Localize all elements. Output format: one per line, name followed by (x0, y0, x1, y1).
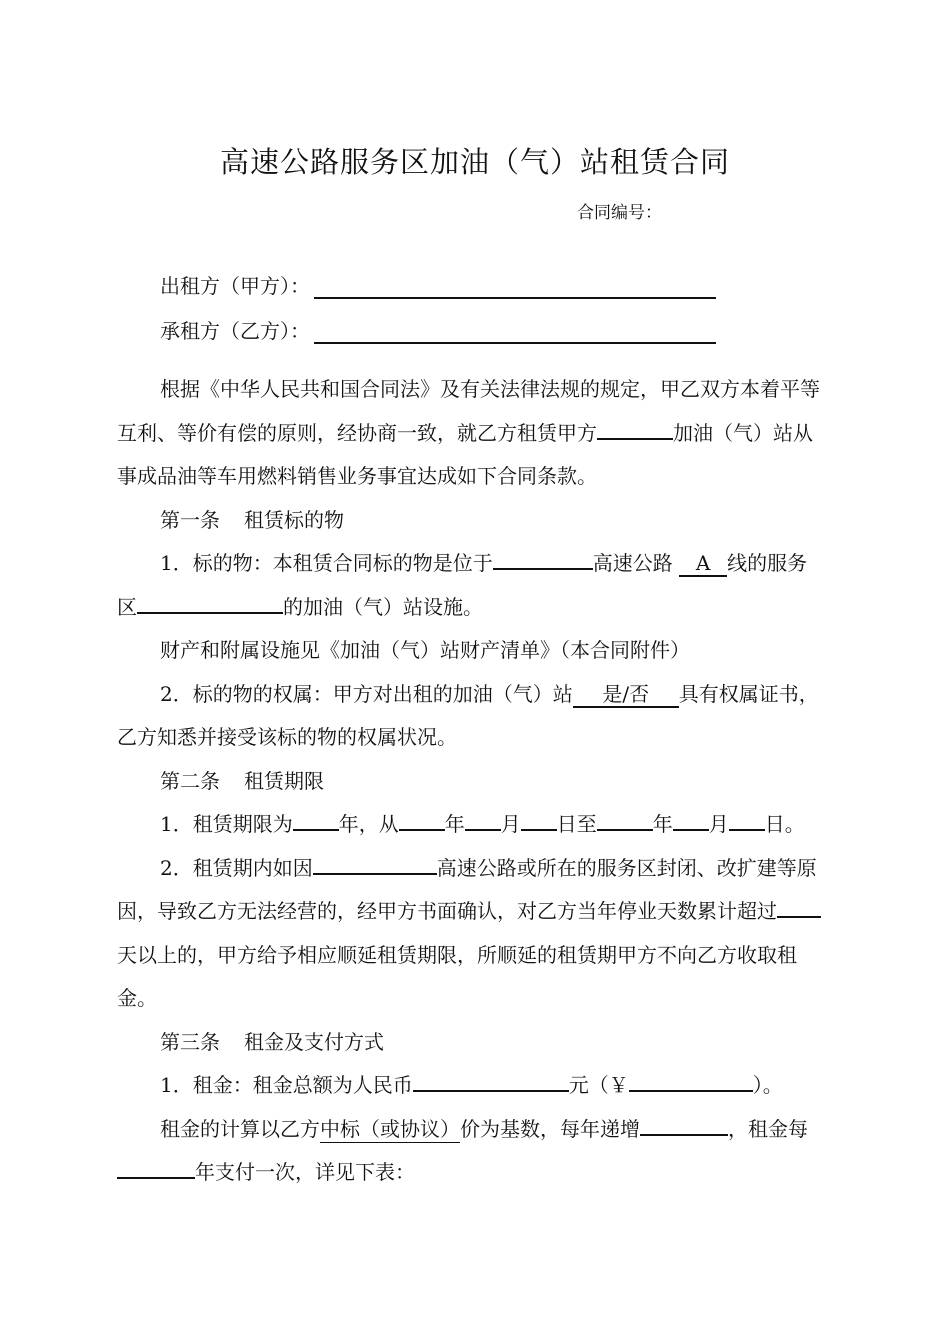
payment-interval-blank[interactable] (117, 1153, 195, 1179)
start-month-blank[interactable] (465, 805, 501, 831)
lessor-label: 出租方（甲方）： (160, 274, 310, 298)
rent-amount-figure-blank[interactable] (629, 1066, 753, 1092)
contract-number-label: 合同编号： (577, 203, 662, 223)
article-3-clause-1: 1．租金：租金总额为人民币 元（￥ ）。 (117, 1064, 823, 1108)
service-area-blank[interactable] (137, 588, 283, 614)
article-2-clause-2: 2．租赁期内如因 高速公路或所在的服务区封闭、改扩建等原因，导致乙方无法经营的，经甲方书面确认，对乙方当年停业天数累计超过天以上的，甲方给予相应顺延租赁期限，所顺延的租赁期甲方不向乙方收取租金。 (117, 847, 823, 1021)
station-name-blank[interactable] (597, 414, 673, 440)
highway-name-blank[interactable] (313, 849, 437, 875)
rent-amount-rmb-blank[interactable] (413, 1066, 569, 1092)
article-1-heading: 第一条 租赁标的物 (160, 507, 344, 532)
highway-line-blank[interactable]: A (679, 551, 727, 577)
lessee-row (160, 315, 716, 344)
closure-days-blank[interactable] (777, 892, 821, 918)
end-year-blank[interactable] (597, 805, 653, 831)
article-2-heading: 第二条 租赁期限 (160, 768, 324, 793)
location-blank[interactable] (493, 544, 593, 570)
article-1-appendix-note: 财产和附属设施见《加油（气）站财产清单》（本合同附件） (160, 638, 690, 662)
start-day-blank[interactable] (521, 805, 557, 831)
lessor-field[interactable] (314, 275, 716, 299)
start-year-blank[interactable] (399, 805, 445, 831)
contract-body (117, 368, 823, 1195)
end-day-blank[interactable] (729, 805, 765, 831)
lessee-label: 承租方（乙方）： (160, 319, 310, 343)
bid-price-underline: 中标（或协议） (320, 1116, 460, 1141)
annual-increase-blank[interactable] (640, 1110, 728, 1136)
document-title: 高速公路服务区加油（气）站租赁合同 (219, 145, 730, 179)
article-2-clause-1: 1．租赁期限为 年，从 年 月 日至 年 月 日。 (117, 803, 823, 847)
article-1-clause-1: 1．标的物：本租赁合同标的物是位于 高速公路 A 线的服务区 的加油（气）站设施。 (117, 542, 823, 629)
lessee-field[interactable] (314, 320, 716, 344)
article-1-clause-2: 2．标的物的权属：甲方对出租的加油（气）站 是/否 具有权属证书，乙方知悉并接受该标的物的权属状况。 (117, 681, 819, 749)
article-3-heading: 第三条 租金及支付方式 (160, 1029, 384, 1054)
term-years-blank[interactable] (293, 805, 339, 831)
lessor-row (160, 270, 716, 299)
end-month-blank[interactable] (673, 805, 709, 831)
preamble-paragraph: 根据《中华人民共和国合同法》及有关法律法规的规定，甲乙双方本着平等互利、等价有偿的原则，经协商一致，就乙方租赁甲方 加油（气）站从事成品油等车用燃料销售业务事宜达成如下合同条款。 (117, 377, 820, 488)
article-3-clause-2: 租金的计算以乙方中标（或协议）价为基数，每年递增 ，租金每年支付一次，详见下表： (117, 1108, 823, 1195)
ownership-blank[interactable]: 是/否 (573, 682, 679, 708)
